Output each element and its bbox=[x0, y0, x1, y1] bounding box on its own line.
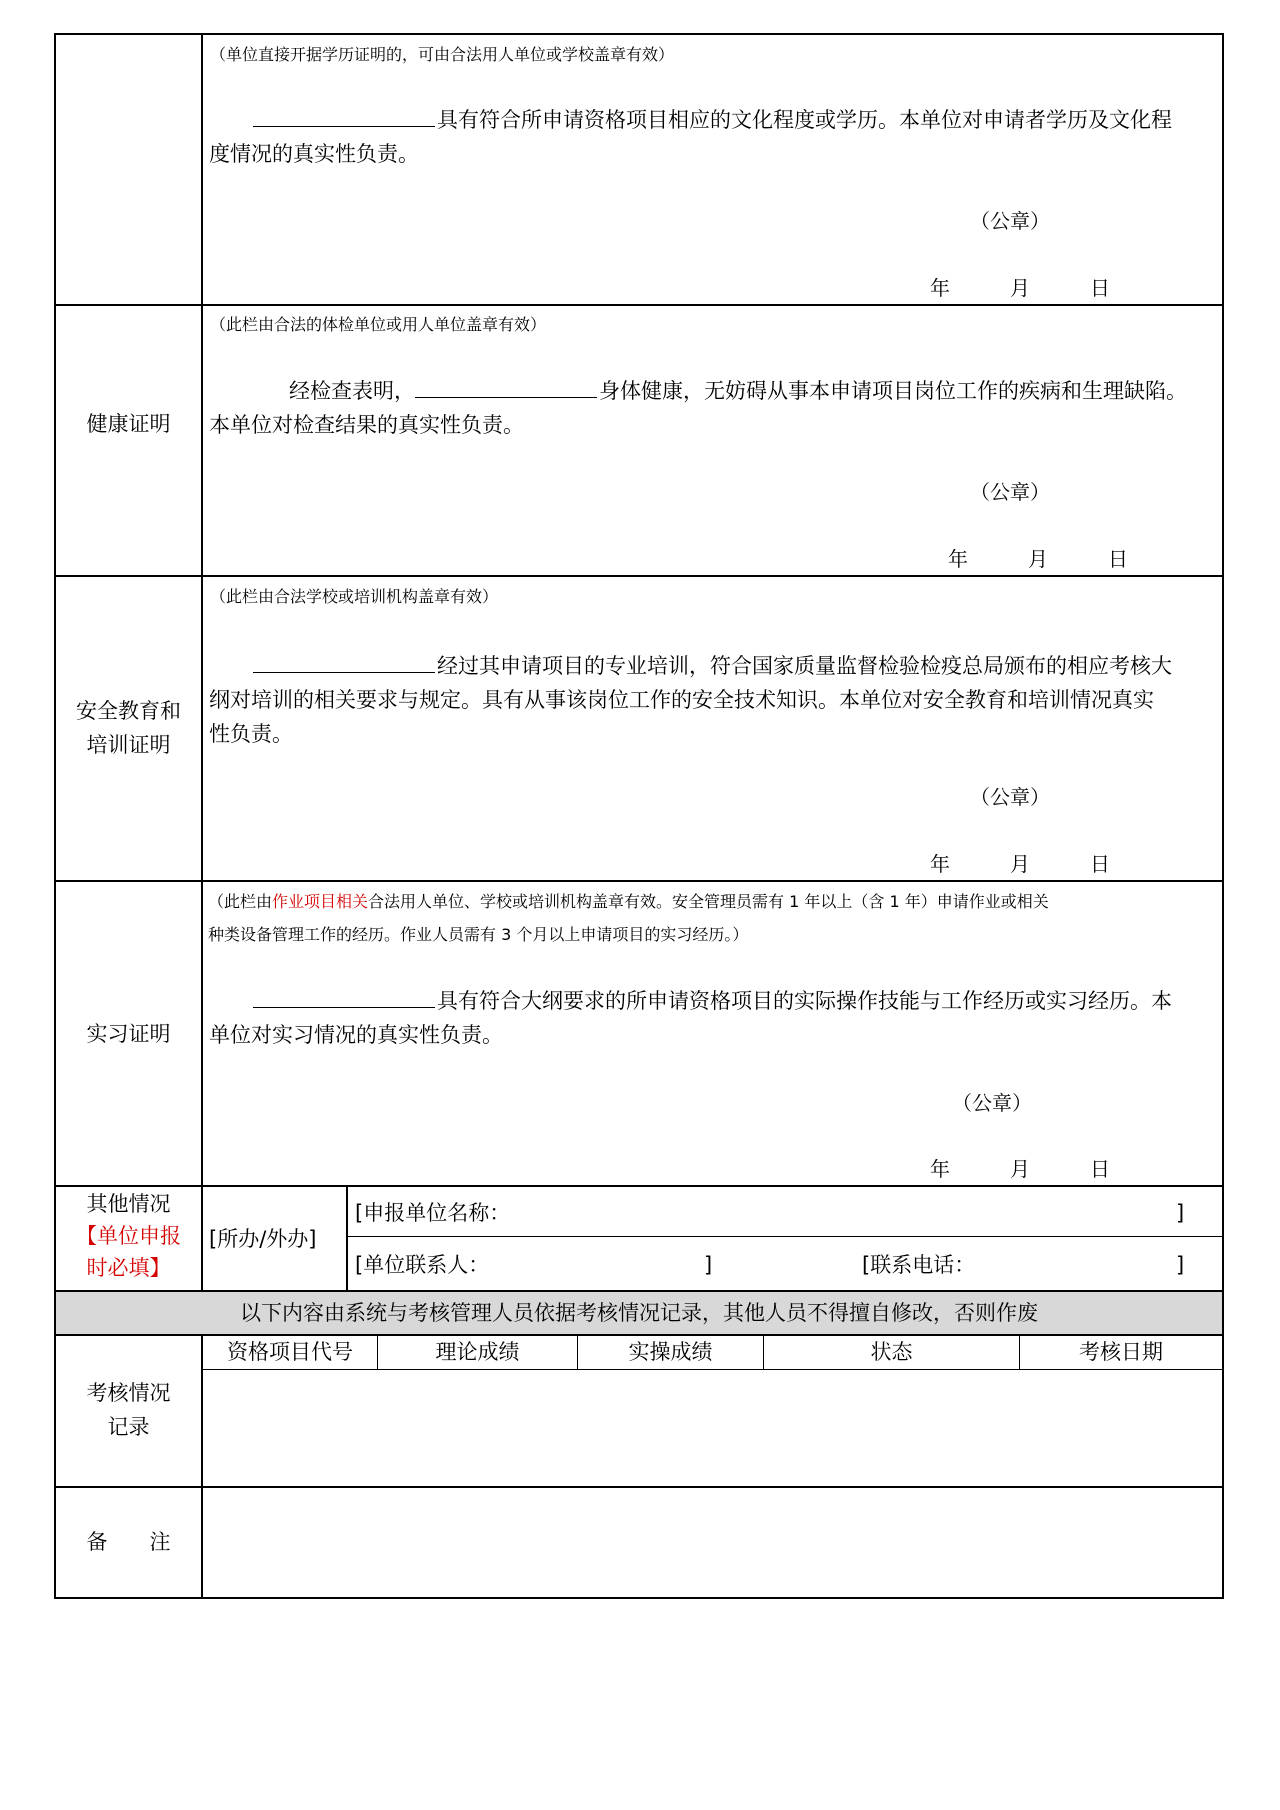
banner-text: 以下内容由系统与考核管理人员依据考核情况记录，其他人员不得擅自修改，否则作废 bbox=[240, 1301, 1038, 1325]
internship-date: 年 月 日 bbox=[930, 1157, 1110, 1181]
education-text-line1: 具有符合所申请资格项目相应的文化程度或学历。本单位对申请者学历及文化程 bbox=[205, 103, 1172, 137]
internship-text-line1: 具有符合大纲要求的所申请资格项目的实际操作技能与工作经历或实习经历。本 bbox=[205, 984, 1172, 1018]
remark-label: 备 注 bbox=[86, 1530, 171, 1554]
border-left bbox=[54, 33, 56, 1599]
health-label: 健康证明 bbox=[86, 412, 171, 436]
other-mid-line bbox=[346, 1236, 1224, 1237]
health-text-line1: 经检查表明， 身体健康，无妨碍从事本申请项目岗位工作的疾病和生理缺陷。 bbox=[209, 374, 1187, 408]
row-line-1 bbox=[54, 304, 1224, 306]
training-note: （此栏由合法学校或培训机构盖章有效） bbox=[210, 587, 499, 606]
internship-note-line1: （此栏由作业项目相关合法用人单位、学校或培训机构盖章有效。安全管理员需有 1 年以上（含 1 年）申请作业或相关 bbox=[208, 892, 1049, 911]
unit-name-field[interactable]: [申报单位名称： bbox=[355, 1201, 511, 1225]
exam-col-status: 状态 bbox=[870, 1340, 913, 1364]
training-text-line2: 纲对培训的相关要求与规定。具有从事该岗位工作的安全技术知识。本单位对安全教育和培训情况真实 bbox=[209, 688, 1154, 712]
health-date: 年 月 日 bbox=[948, 547, 1128, 571]
training-seal: （公章） bbox=[970, 785, 1050, 809]
training-date: 年 月 日 bbox=[930, 852, 1110, 876]
row-line-2 bbox=[54, 575, 1224, 577]
contact-close: ] bbox=[704, 1253, 713, 1277]
label-divider bbox=[201, 33, 203, 1291]
training-text-line1: 经过其申请项目的专业培训，符合国家质量监督检验检疫总局颁布的相应考核大 bbox=[205, 649, 1172, 683]
border-right bbox=[1222, 33, 1224, 1599]
phone-field[interactable]: [联系电话： bbox=[862, 1253, 976, 1277]
education-note: （单位直接开据学历证明的，可由合法用人单位或学校盖章有效） bbox=[210, 45, 675, 64]
row-line-4 bbox=[54, 1185, 1224, 1187]
unit-name-close: ] bbox=[1176, 1201, 1185, 1225]
row-line-3 bbox=[54, 880, 1224, 882]
other-label: 其他情况 【单位申报 时必填】 bbox=[76, 1192, 181, 1280]
internship-seal: （公章） bbox=[952, 1091, 1032, 1115]
health-blank[interactable] bbox=[415, 375, 597, 398]
office-divider bbox=[346, 1187, 348, 1291]
exam-label: 考核情况 记录 bbox=[86, 1381, 171, 1439]
training-blank[interactable] bbox=[253, 650, 435, 673]
border-top bbox=[54, 33, 1224, 35]
education-date: 年 月 日 bbox=[930, 276, 1110, 300]
training-label: 安全教育和 培训证明 bbox=[76, 699, 181, 757]
remark-area[interactable] bbox=[203, 1488, 1222, 1597]
education-text-line2: 度情况的真实性负责。 bbox=[209, 142, 419, 166]
contact-field[interactable]: [单位联系人： bbox=[355, 1253, 490, 1277]
exam-col-code: 资格项目代号 bbox=[227, 1340, 353, 1364]
exam-col-practice: 实操成绩 bbox=[628, 1340, 713, 1364]
education-blank[interactable] bbox=[253, 104, 435, 127]
phone-close: ] bbox=[1176, 1253, 1185, 1277]
health-text-line2: 本单位对检查结果的真实性负责。 bbox=[209, 413, 524, 437]
internship-text-line2: 单位对实习情况的真实性负责。 bbox=[209, 1023, 503, 1047]
banner-top-line bbox=[54, 1290, 1224, 1292]
border-bottom bbox=[54, 1597, 1224, 1599]
education-seal: （公章） bbox=[970, 209, 1050, 233]
training-text-line3: 性负责。 bbox=[209, 722, 293, 746]
internship-note-line2: 种类设备管理工作的经历。作业人员需有 3 个月以上申请项目的实习经历。） bbox=[208, 925, 749, 944]
internship-label: 实习证明 bbox=[86, 1022, 171, 1046]
exam-record-area[interactable] bbox=[203, 1370, 1222, 1486]
exam-col-date: 考核日期 bbox=[1079, 1340, 1163, 1364]
exam-col-theory: 理论成绩 bbox=[435, 1340, 520, 1364]
health-seal: （公章） bbox=[970, 480, 1050, 504]
internship-blank[interactable] bbox=[253, 985, 435, 1008]
office-field[interactable]: [所办/外办] bbox=[209, 1227, 317, 1251]
health-note: （此栏由合法的体检单位或用人单位盖章有效） bbox=[210, 315, 547, 334]
